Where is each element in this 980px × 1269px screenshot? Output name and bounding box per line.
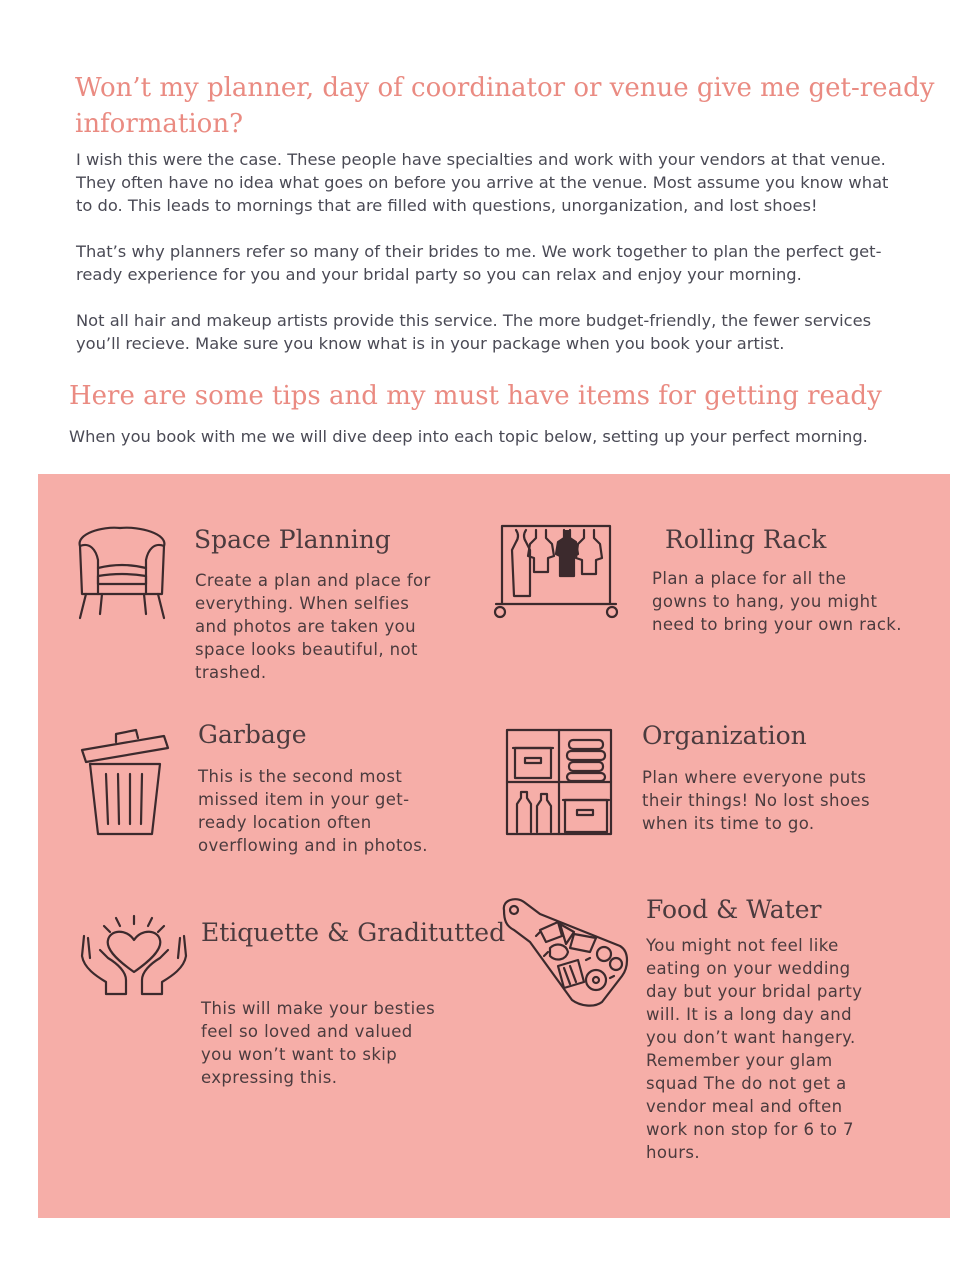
tip-text: This is the second most missed item in your get-ready location often overflowing and in photos. xyxy=(198,767,428,855)
heart-hands-icon xyxy=(80,914,188,1004)
tip-text: Plan where everyone puts their things! No lost shoes when its time to go. xyxy=(642,768,870,833)
tips-intro: When you book with me we will dive deep into each topic below, setting up your perfect morning. xyxy=(69,427,868,446)
armchair-icon xyxy=(72,524,172,624)
clothes-rack-icon xyxy=(494,520,618,626)
tip-title: Etiquette & Graditutted xyxy=(201,918,506,947)
intro-paragraph: That’s why planners refer so many of their brides to me. We work together to plan the perfect get-ready experience for you and your bridal party so you can relax and enjoy your morning. xyxy=(76,242,882,284)
tip-title: Rolling Rack xyxy=(665,525,827,554)
tip-title: Space Planning xyxy=(194,525,391,554)
intro-paragraph: Not all hair and makeup artists provide this service. The more budget-friendly, the fewer services you’ll recieve. Make sure you know what is in your package when you book your artist. xyxy=(76,311,872,353)
storage-shelf-icon xyxy=(505,728,613,836)
charcuterie-board-icon xyxy=(500,896,632,1008)
trash-can-icon xyxy=(80,728,170,836)
tip-text: Create a plan and place for everything. When selfies and photos are taken you space looks beautiful, not trashed. xyxy=(195,571,431,682)
tip-title: Food & Water xyxy=(646,895,822,924)
intro-paragraph: I wish this were the case. These people have specialties and work with your vendors at that venue. They often have no idea what goes on before you arrive at the venue. Most assume you know what to do. This leads to mornings that are filled with questions, unorganization, and lost shoes! xyxy=(76,150,889,215)
tip-title: Organization xyxy=(642,721,807,750)
tip-title: Garbage xyxy=(198,720,307,749)
tips-panel xyxy=(38,474,950,1218)
tips-heading: Here are some tips and my must have items for getting ready xyxy=(69,381,882,411)
tip-text: This will make your besties feel so loved and valued you won’t want to skip expressing this. xyxy=(201,999,436,1087)
tip-text: You might not feel like eating on your wedding day but your bridal party will. It is a long day and you don’t want hangery. Remember your glam squad The do not get a vendor meal and often work non stop for 6 to 7 hours. xyxy=(646,936,863,1162)
tip-text: Plan a place for all the gowns to hang, you might need to bring your own rack. xyxy=(652,569,902,634)
faq-heading: Won’t my planner, day of coordinator or venue give me get-ready information? xyxy=(75,73,935,139)
